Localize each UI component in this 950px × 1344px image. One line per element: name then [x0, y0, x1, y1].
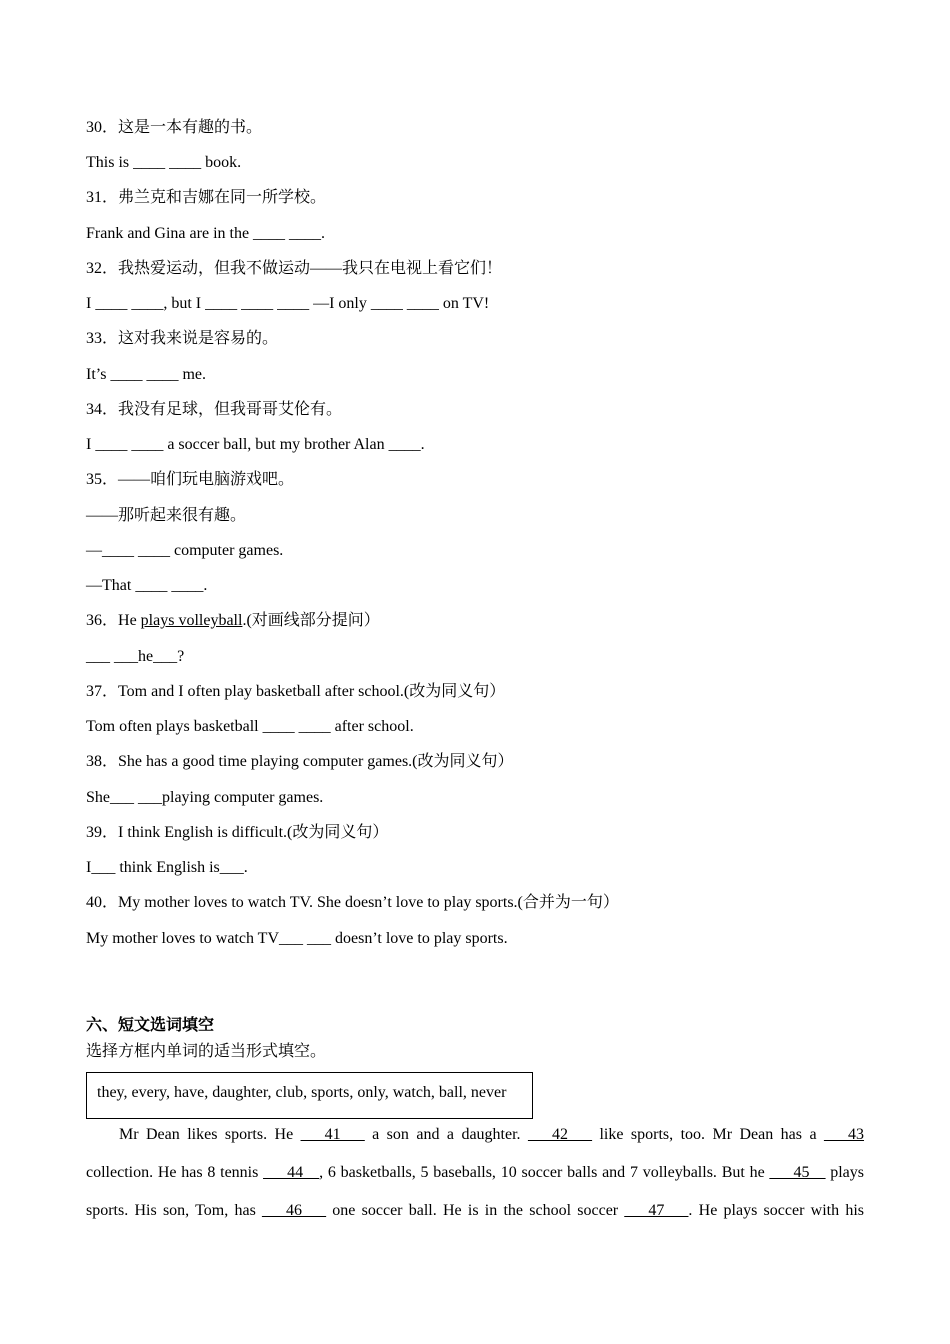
question-34-prompt: 34．我没有足球，但我哥哥艾伦有。: [86, 401, 343, 418]
section-title: 六、短文选词填空: [86, 1017, 215, 1034]
question-30-answer: This is ____ ____ book.: [86, 154, 242, 171]
passage-line-3: sports. His son, Tom, has ___46___ one soccer ball. He is in the school soccer ___47___. He plays soccer with his: [86, 1202, 865, 1219]
question-30-prompt: 30．这是一本有趣的书。: [86, 119, 263, 136]
underlined-phrase: plays volleyball: [140, 612, 243, 629]
word-box-text: they, every, have, daughter, club, sports, only, watch, ball, never: [97, 1084, 507, 1101]
question-33-answer: It’s ____ ____ me.: [86, 366, 206, 383]
question-36-answer: ___ ___he___?: [86, 648, 185, 665]
question-38-prompt: 38．She has a good time playing computer games.(改为同义句）: [86, 753, 514, 770]
passage-line-2: collection. He has 8 tennis ___44__, 6 basketballs, 5 baseballs, 10 soccer balls and 7 volleyballs. But he ___45__ plays: [86, 1164, 864, 1181]
question-40-answer: My mother loves to watch TV___ ___ doesn’t love to play sports.: [86, 930, 508, 947]
question-39-prompt: 39．I think English is difficult.(改为同义句）: [86, 824, 389, 841]
blank-42: ___42___: [528, 1126, 592, 1143]
question-35-prompt-2: ——那听起来很有趣。: [86, 507, 247, 524]
word-box: [86, 1072, 533, 1119]
question-35-answer: —____ ____ computer games.: [86, 542, 284, 559]
question-39-answer: I___ think English is___.: [86, 859, 248, 876]
passage-line-1: Mr Dean likes sports. He ___41___ a son and a daughter. ___42___ like sports, too. Mr Dean has a ___43: [119, 1126, 865, 1143]
question-31-answer: Frank and Gina are in the ____ ____.: [86, 225, 326, 242]
question-32-answer: I ____ ____, but I ____ ____ ____ —I only ____ ____ on TV!: [86, 295, 490, 312]
blank-41: ___41___: [300, 1126, 365, 1143]
blank-46: ___46___: [262, 1202, 327, 1219]
question-34-answer: I ____ ____ a soccer ball, but my brother Alan ____.: [86, 436, 425, 453]
question-37-prompt: 37．Tom and I often play basketball after school.(改为同义句）: [86, 683, 506, 700]
question-33-prompt: 33．这对我来说是容易的。: [86, 330, 279, 347]
question-31-prompt: 31．弗兰克和吉娜在同一所学校。: [86, 189, 327, 206]
question-37-answer: Tom often plays basketball ____ ____ after school.: [86, 718, 414, 735]
question-38-answer: She___ ___playing computer games.: [86, 789, 324, 806]
blank-44: ___44__: [263, 1164, 320, 1181]
blank-45: ___45__: [769, 1164, 826, 1181]
question-40-prompt: 40．My mother loves to watch TV. She doesn’t love to play sports.(合并为一句）: [86, 894, 619, 911]
question-36-prompt: 36．He plays volleyball.(对画线部分提问）: [86, 612, 380, 629]
section-instruction: 选择方框内单词的适当形式填空。: [86, 1043, 327, 1060]
question-35-prompt: 35．——咱们玩电脑游戏吧。: [86, 471, 295, 488]
question-35-answer-2: —That ____ ____.: [86, 577, 208, 594]
question-32-prompt: 32．我热爱运动，但我不做运动——我只在电视上看它们！: [86, 260, 503, 277]
blank-47: ___47___: [624, 1202, 689, 1219]
blank-43: ___43: [824, 1126, 865, 1143]
